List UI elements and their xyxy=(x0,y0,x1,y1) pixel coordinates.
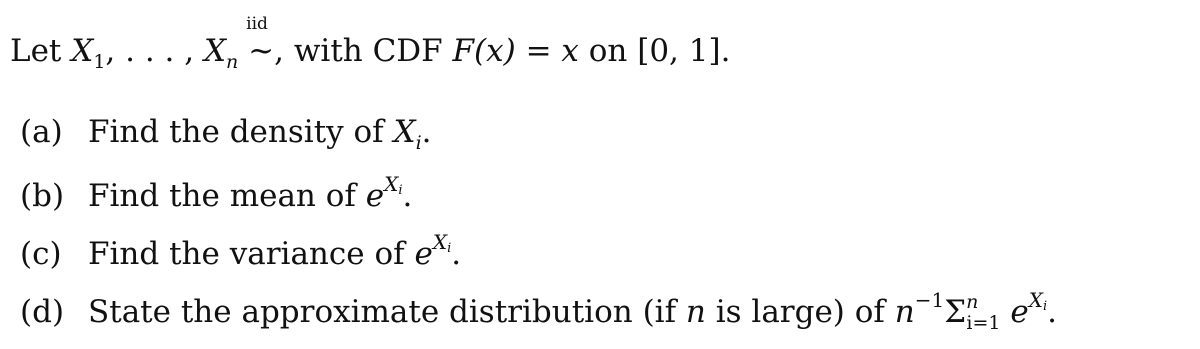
item-label: (a) xyxy=(20,114,63,150)
item-period: . xyxy=(402,178,413,214)
item-label: (c) xyxy=(20,236,62,272)
item-text: Find the mean of xyxy=(88,178,366,214)
intro-var-x1: $X_1$ xyxy=(71,33,106,73)
math-n: n xyxy=(685,294,706,330)
item-label: (b) xyxy=(20,178,65,214)
intro-dots: , . . . , xyxy=(105,33,204,69)
math-exp-xi: $e^{Xi}$ xyxy=(1010,288,1048,330)
intro-interval: [0, 1]. xyxy=(637,33,731,69)
intro-let: Let xyxy=(10,33,62,69)
item-period: . xyxy=(1047,294,1057,330)
intro-cdf-expression: F(x) = x xyxy=(452,33,579,69)
math-n-inverse: $n^{-1}$ xyxy=(894,288,945,330)
math-exp-xi: $e^{Xi}$ xyxy=(365,172,403,214)
item-label: (d) xyxy=(20,294,65,330)
item-text: Find the variance of xyxy=(88,236,415,272)
intro-on: on xyxy=(578,33,638,69)
item-period: . xyxy=(451,236,462,272)
sum-symbol: $\Sigma^n_{i=1}$ xyxy=(944,291,1001,334)
list-item xyxy=(20,114,432,154)
intro-var-xn: $X_n$ xyxy=(203,33,239,73)
iid-symbol: iid ~ xyxy=(246,14,275,69)
problem-intro xyxy=(10,14,731,73)
list-item xyxy=(20,174,412,212)
item-period: . xyxy=(421,114,432,150)
list-item xyxy=(20,290,1057,333)
math-exp-xi: $e^{Xi}$ xyxy=(414,230,452,272)
item-text: State the approximate distribution (if xyxy=(88,294,686,330)
math-xi: $X_i$ xyxy=(393,114,422,154)
intro-with-cdf: , with CDF xyxy=(274,33,453,69)
list-item xyxy=(20,232,461,270)
item-text: Find the density of xyxy=(88,114,394,150)
item-text-2: is large) of xyxy=(705,294,895,330)
